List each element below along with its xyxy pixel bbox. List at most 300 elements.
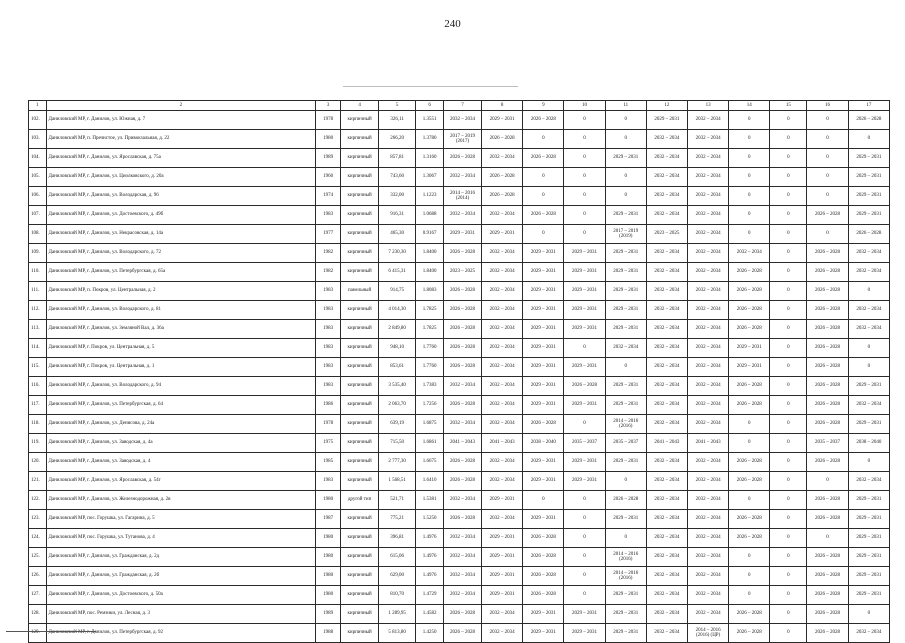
table-cell: 2026 – 2028 xyxy=(807,282,848,301)
table-cell: 2032 – 2034 xyxy=(482,510,523,529)
table-cell: 0 xyxy=(770,567,807,586)
column-header: 3 xyxy=(316,101,341,111)
table-cell: 2017 – 2019 (2019) xyxy=(605,225,646,244)
table-cell: 2029 – 2031 xyxy=(523,358,564,377)
table-cell: 2029 – 2031 xyxy=(482,225,523,244)
table-cell: 914,75 xyxy=(379,282,416,301)
table-cell: 2026 – 2028 xyxy=(729,453,770,472)
table-cell: кирпичный xyxy=(341,624,379,643)
table-cell: 2032 – 2034 xyxy=(482,624,523,643)
table-cell: 1 289,95 xyxy=(379,605,416,624)
table-cell: 0 xyxy=(729,187,770,206)
table-cell: 1980 xyxy=(316,529,341,548)
table-cell: 1.4582 xyxy=(416,605,444,624)
table-cell: 0 xyxy=(770,605,807,624)
table-cell: 2026 – 2028 xyxy=(443,358,481,377)
table-row xyxy=(29,111,890,130)
table-cell: 2032 – 2034 xyxy=(482,377,523,396)
separator-line xyxy=(343,86,518,87)
table-cell: 2032 – 2034 xyxy=(605,339,646,358)
table-row xyxy=(29,168,890,187)
table-cell: 1.6410 xyxy=(416,472,444,491)
table-cell: кирпичный xyxy=(341,244,379,263)
table-cell: 0 xyxy=(605,168,646,187)
table-cell: 2026 – 2028 xyxy=(807,396,848,415)
table-cell: 5 813,80 xyxy=(379,624,416,643)
table-cell: 2026 – 2028 xyxy=(729,377,770,396)
table-row xyxy=(29,548,890,567)
table-cell: 2029 – 2031 xyxy=(848,586,889,605)
address-cell: Даниловский МР, пос. Горушка, ул. Гагарина, д. 5 xyxy=(46,510,316,529)
row-number-cell: 112. xyxy=(29,301,47,320)
table-cell: 1.7825 xyxy=(416,301,444,320)
row-number-cell: 120. xyxy=(29,453,47,472)
table-cell: 2032 – 2034 xyxy=(646,548,687,567)
table-cell: 2032 – 2034 xyxy=(646,244,687,263)
table-cell: 0 xyxy=(770,358,807,377)
table-cell: 2029 – 2031 xyxy=(848,206,889,225)
table-cell: 1.7760 xyxy=(416,339,444,358)
table-cell: 0 xyxy=(770,529,807,548)
table-cell: 1983 xyxy=(316,472,341,491)
table-cell: 0 xyxy=(729,206,770,225)
table-cell: 2029 – 2031 xyxy=(523,510,564,529)
table-cell: 0 xyxy=(770,339,807,358)
table-cell: 0 xyxy=(564,339,605,358)
table-cell: 2029 – 2031 xyxy=(605,377,646,396)
table-cell: 2032 – 2034 xyxy=(646,472,687,491)
address-cell: Даниловский МР, г. Данилов, ул. Заводская, д. 4а xyxy=(46,434,316,453)
table-cell: 2032 – 2034 xyxy=(646,206,687,225)
table-cell: 2038 – 2040 xyxy=(848,434,889,453)
table-cell: 0 xyxy=(605,187,646,206)
table-cell: 2032 – 2034 xyxy=(688,586,729,605)
table-cell: кирпичный xyxy=(341,453,379,472)
table-row xyxy=(29,529,890,548)
table-cell: кирпичный xyxy=(341,567,379,586)
table-cell: 0 xyxy=(564,111,605,130)
table-cell: 2032 – 2034 xyxy=(482,263,523,282)
table-cell: 2029 – 2031 xyxy=(523,605,564,624)
table-cell: 0 xyxy=(729,225,770,244)
table-cell: 2029 – 2031 xyxy=(564,263,605,282)
table-cell: 2032 – 2034 xyxy=(646,605,687,624)
table-cell: 0 xyxy=(807,111,848,130)
address-cell: Даниловский МР, г. Данилов, ул. Некрасовская, д. 14а xyxy=(46,225,316,244)
table-cell: 2029 – 2031 xyxy=(523,320,564,339)
table-cell: 2026 – 2028 xyxy=(807,567,848,586)
row-number-cell: 114. xyxy=(29,339,47,358)
table-cell: 853,61 xyxy=(379,358,416,377)
table-cell: 2032 – 2034 xyxy=(443,415,481,434)
table-cell: 0 xyxy=(770,434,807,453)
table-cell: 2032 – 2034 xyxy=(848,320,889,339)
table-cell: 2026 – 2028 xyxy=(807,320,848,339)
table-cell: 2032 – 2034 xyxy=(848,396,889,415)
table-cell: 2041 – 2043 xyxy=(646,434,687,453)
table-cell: 2032 – 2034 xyxy=(688,510,729,529)
address-cell: Даниловский МР, г. Покров, ул. Центральная, д. 5 xyxy=(46,339,316,358)
table-cell: 2032 – 2034 xyxy=(688,472,729,491)
table-cell: 2029 – 2031 xyxy=(482,586,523,605)
table-cell: кирпичный xyxy=(341,130,379,149)
table-cell: 2032 – 2034 xyxy=(688,149,729,168)
table-cell: 948,10 xyxy=(379,339,416,358)
table-row xyxy=(29,130,890,149)
table-cell: 0 xyxy=(564,187,605,206)
table-cell: 2029 – 2031 xyxy=(605,244,646,263)
table-cell: 0 xyxy=(729,168,770,187)
table-cell: 0 xyxy=(770,206,807,225)
table-cell: 743,60 xyxy=(379,168,416,187)
row-number-cell: 108. xyxy=(29,225,47,244)
table-cell: 2032 – 2034 xyxy=(848,301,889,320)
table-cell: 2029 – 2031 xyxy=(523,301,564,320)
table-cell: 2032 – 2034 xyxy=(848,263,889,282)
table-cell: 0 xyxy=(605,472,646,491)
table-cell: 2014 – 2016 (2014) xyxy=(443,187,481,206)
table-cell: 2026 – 2028 xyxy=(443,301,481,320)
table-cell: 2029 – 2031 xyxy=(605,263,646,282)
table-cell: 2029 – 2031 xyxy=(605,282,646,301)
table-cell: 1.7825 xyxy=(416,320,444,339)
table-cell: 2032 – 2034 xyxy=(688,225,729,244)
table-cell: 2029 – 2031 xyxy=(564,244,605,263)
table-cell: 2032 – 2034 xyxy=(482,339,523,358)
table-cell: 1.6861 xyxy=(416,434,444,453)
table-body xyxy=(29,111,890,643)
table-row xyxy=(29,149,890,168)
table-cell: 1.0688 xyxy=(416,206,444,225)
table-cell: 2032 – 2034 xyxy=(443,491,481,510)
table-cell: 2032 – 2034 xyxy=(646,130,687,149)
table-cell: 0 xyxy=(770,263,807,282)
table-cell: 2026 – 2028 xyxy=(729,263,770,282)
table-cell: 2026 – 2028 xyxy=(807,624,848,643)
table-cell: 2029 – 2031 xyxy=(564,396,605,415)
table-cell: 2026 – 2028 xyxy=(729,396,770,415)
table-row xyxy=(29,453,890,472)
table-cell: 2029 – 2031 xyxy=(848,168,889,187)
table-cell: 0 xyxy=(564,548,605,567)
table-header xyxy=(29,101,890,111)
table-row xyxy=(29,415,890,434)
table-cell: 1.7383 xyxy=(416,377,444,396)
table-cell: 2029 – 2031 xyxy=(605,605,646,624)
table-cell: 2041 – 2043 xyxy=(482,434,523,453)
table-cell: 0 xyxy=(729,415,770,434)
table-cell: 0 xyxy=(848,453,889,472)
table-cell: 2032 – 2034 xyxy=(443,567,481,586)
table-cell: 2032 – 2034 xyxy=(646,396,687,415)
table-cell: 2023 – 2025 xyxy=(646,225,687,244)
page-number: 240 xyxy=(444,18,461,30)
table-cell: 0 xyxy=(770,282,807,301)
column-number-row xyxy=(29,101,890,111)
table-cell: 0 xyxy=(564,586,605,605)
table-cell: 0 xyxy=(770,586,807,605)
table-cell: 1983 xyxy=(316,377,341,396)
table-cell: 1983 xyxy=(316,282,341,301)
table-cell: 2029 – 2031 xyxy=(848,377,889,396)
table-cell: 1960 xyxy=(316,168,341,187)
table-cell: 0 xyxy=(770,168,807,187)
table-cell: 2029 – 2031 xyxy=(443,225,481,244)
table-cell: 2026 – 2028 xyxy=(729,472,770,491)
address-cell: Даниловский МР, г. Данилов, ул. Денисова, д. 24а xyxy=(46,415,316,434)
table-cell: панельный xyxy=(341,282,379,301)
table-cell: 2032 – 2034 xyxy=(646,263,687,282)
row-number-cell: 111. xyxy=(29,282,47,301)
table-cell: 2029 – 2031 xyxy=(605,510,646,529)
row-number-cell: 109. xyxy=(29,244,47,263)
table-cell: 2029 – 2031 xyxy=(605,396,646,415)
address-cell: Даниловский МР, г. Данилов, ул. Ярославская, д. 75а xyxy=(46,149,316,168)
table-cell: 2038 – 2040 xyxy=(523,434,564,453)
table-cell: 2026 – 2028 xyxy=(807,301,848,320)
table-cell: кирпичный xyxy=(341,396,379,415)
column-header: 11 xyxy=(605,101,646,111)
table-cell: 2032 – 2034 xyxy=(482,244,523,263)
table-cell: 0 xyxy=(729,491,770,510)
table-row xyxy=(29,510,890,529)
row-number-cell: 121. xyxy=(29,472,47,491)
table-cell: 2032 – 2034 xyxy=(646,282,687,301)
table-cell: 2026 – 2028 xyxy=(729,510,770,529)
table-cell: 2032 – 2034 xyxy=(482,301,523,320)
table-cell: 1.8400 xyxy=(416,244,444,263)
table-cell: 1988 xyxy=(316,624,341,643)
table-row xyxy=(29,187,890,206)
table-cell: 0 xyxy=(605,529,646,548)
table-row xyxy=(29,491,890,510)
table-cell: 2032 – 2034 xyxy=(443,111,481,130)
table-cell: 2026 – 2028 xyxy=(443,510,481,529)
table-cell: 0 xyxy=(807,529,848,548)
table-cell: 2032 – 2034 xyxy=(688,301,729,320)
table-cell: 1975 xyxy=(316,434,341,453)
table-cell: 2029 – 2031 xyxy=(605,320,646,339)
table-cell: 1.6675 xyxy=(416,453,444,472)
table-cell: 2029 – 2031 xyxy=(523,624,564,643)
table-cell: 2029 – 2031 xyxy=(564,624,605,643)
table-cell: 2026 – 2028 xyxy=(807,548,848,567)
table-cell: 2029 – 2031 xyxy=(564,358,605,377)
address-cell: Даниловский МР, г. Данилов, ул. Володарская, д. 96 xyxy=(46,187,316,206)
table-cell: 1.4976 xyxy=(416,529,444,548)
housing-repair-table xyxy=(28,100,890,643)
table-cell: 2029 – 2031 xyxy=(523,453,564,472)
table-cell: 2026 – 2028 xyxy=(482,130,523,149)
table-cell: 2029 – 2031 xyxy=(605,149,646,168)
table-cell: 2029 – 2031 xyxy=(564,472,605,491)
table-cell: кирпичный xyxy=(341,434,379,453)
table-cell: 1.3160 xyxy=(416,149,444,168)
table-cell: 2032 – 2034 xyxy=(443,586,481,605)
table-cell: 2032 – 2034 xyxy=(646,339,687,358)
table-cell: 2029 – 2031 xyxy=(523,282,564,301)
table-cell: 2023 – 2025 xyxy=(443,263,481,282)
table-cell: 2032 – 2034 xyxy=(688,168,729,187)
table-cell: 2026 – 2028 xyxy=(523,206,564,225)
table-cell: 0 xyxy=(729,434,770,453)
address-cell: Даниловский МР, г. Данилов, ул. Володарского, д. 94 xyxy=(46,377,316,396)
table-cell: 2026 – 2028 xyxy=(523,567,564,586)
table-cell: 0 xyxy=(564,130,605,149)
table-cell: 2032 – 2034 xyxy=(688,605,729,624)
footnote-rule xyxy=(6,631,96,632)
table-cell: 1985 xyxy=(316,453,341,472)
table-cell: 0 xyxy=(605,130,646,149)
row-number-cell: 125. xyxy=(29,548,47,567)
table-cell: 1983 xyxy=(316,358,341,377)
table-cell: 1978 xyxy=(316,415,341,434)
table-cell: кирпичный xyxy=(341,263,379,282)
table-cell: 1.3780 xyxy=(416,130,444,149)
table-cell: 0 xyxy=(564,168,605,187)
table-cell: 2032 – 2034 xyxy=(688,320,729,339)
row-number-cell: 102. xyxy=(29,111,47,130)
table-cell: 0 xyxy=(848,130,889,149)
table-cell: 2029 – 2031 xyxy=(605,453,646,472)
table-cell: 0 xyxy=(523,168,564,187)
table-cell: 0 xyxy=(770,548,807,567)
table-cell: 0 xyxy=(523,130,564,149)
table-cell: 2017 – 2019 (2017) xyxy=(443,130,481,149)
table-cell: другой тип xyxy=(341,491,379,510)
table-cell: 2029 – 2031 xyxy=(482,567,523,586)
table-cell: 0 xyxy=(770,225,807,244)
column-header: 13 xyxy=(688,101,729,111)
table-cell: 1.4250 xyxy=(416,624,444,643)
table-cell: 0 xyxy=(564,567,605,586)
table-cell: 2035 – 2037 xyxy=(605,434,646,453)
table-cell: 2029 – 2031 xyxy=(848,529,889,548)
table-cell: 1 568,51 xyxy=(379,472,416,491)
table-cell: 2032 – 2034 xyxy=(646,567,687,586)
column-header: 2 xyxy=(46,101,316,111)
table-cell: 2026 – 2028 xyxy=(807,263,848,282)
table-cell: 2032 – 2034 xyxy=(482,282,523,301)
table-cell: кирпичный xyxy=(341,149,379,168)
column-header: 12 xyxy=(646,101,687,111)
table-cell: кирпичный xyxy=(341,358,379,377)
table-cell: 2026 – 2028 xyxy=(807,358,848,377)
table-cell: 2026 – 2028 xyxy=(807,586,848,605)
table-cell: 629,00 xyxy=(379,567,416,586)
table-cell: 2 849,80 xyxy=(379,320,416,339)
column-header: 1 xyxy=(29,101,47,111)
row-number-cell: 110. xyxy=(29,263,47,282)
table-cell: 2032 – 2034 xyxy=(646,149,687,168)
table-cell: 3 535,40 xyxy=(379,377,416,396)
table-cell: 1977 xyxy=(316,225,341,244)
address-cell: Даниловский МР, г. Данилов, ул. Южная, д. 7 xyxy=(46,111,316,130)
table-cell: 0 xyxy=(770,320,807,339)
table-cell: 2032 – 2034 xyxy=(482,396,523,415)
table-cell: 2026 – 2028 xyxy=(848,225,889,244)
table-cell: 1974 xyxy=(316,187,341,206)
table-cell: 2029 – 2031 xyxy=(523,339,564,358)
table-cell: 1980 xyxy=(316,491,341,510)
table-cell: 0 xyxy=(523,491,564,510)
table-cell: 2029 – 2031 xyxy=(848,510,889,529)
table-cell: кирпичный xyxy=(341,339,379,358)
table-cell: 0 xyxy=(770,111,807,130)
address-cell: Даниловский МР, г. Данилов, ул. Достоевского, д. 49б xyxy=(46,206,316,225)
table-cell: 1.5381 xyxy=(416,491,444,510)
address-cell: Даниловский МР, г. Данилов, ул. Гражданская, д. 2д xyxy=(46,548,316,567)
table-row xyxy=(29,567,890,586)
table-cell: 2026 – 2028 xyxy=(807,453,848,472)
table-cell: 2029 – 2031 xyxy=(564,453,605,472)
table-cell: 1983 xyxy=(316,301,341,320)
table-cell: 2032 – 2034 xyxy=(646,529,687,548)
table-cell: 2014 – 2016 (2016) xyxy=(605,548,646,567)
table-cell: 6 415,31 xyxy=(379,263,416,282)
table-cell: 2029 – 2031 xyxy=(605,206,646,225)
table-cell: 0 xyxy=(848,282,889,301)
table-cell: 1.4729 xyxy=(416,586,444,605)
table-cell: 0 xyxy=(605,358,646,377)
table-cell: кирпичный xyxy=(341,225,379,244)
table-cell: 521,71 xyxy=(379,491,416,510)
table-cell: 857,81 xyxy=(379,149,416,168)
column-header: 8 xyxy=(482,101,523,111)
table-cell: 2026 – 2028 xyxy=(482,187,523,206)
table-cell: 2029 – 2031 xyxy=(564,605,605,624)
table-cell: 1.4976 xyxy=(416,548,444,567)
table-cell: 2026 – 2028 xyxy=(807,510,848,529)
table-cell: 0 xyxy=(770,130,807,149)
table-cell: 2032 – 2034 xyxy=(646,510,687,529)
table-cell: 0 xyxy=(848,339,889,358)
table-cell: 2032 – 2034 xyxy=(646,377,687,396)
table-cell: 2026 – 2028 xyxy=(443,149,481,168)
table-cell: 1987 xyxy=(316,510,341,529)
table-cell: 2029 – 2031 xyxy=(729,339,770,358)
address-cell: Даниловский МР, г. Данилов, ул. Достоевского, д. 50а xyxy=(46,586,316,605)
table-cell: 0 xyxy=(729,548,770,567)
table-cell: 0 xyxy=(770,301,807,320)
row-number-cell: 123. xyxy=(29,510,47,529)
table-cell: 2026 – 2028 xyxy=(729,624,770,643)
table-cell: 2029 – 2031 xyxy=(523,377,564,396)
table-cell: 0 xyxy=(807,149,848,168)
table-cell: 2032 – 2034 xyxy=(688,377,729,396)
table-cell: 1.3067 xyxy=(416,168,444,187)
table-cell: 2032 – 2034 xyxy=(443,529,481,548)
table-cell: 4 014,30 xyxy=(379,301,416,320)
table-cell: 2026 – 2028 xyxy=(523,548,564,567)
table-cell: 2032 – 2034 xyxy=(688,187,729,206)
table-cell: 2029 – 2031 xyxy=(605,624,646,643)
table-cell: 0 xyxy=(770,510,807,529)
table-cell: 0 xyxy=(770,396,807,415)
table-cell: 2026 – 2028 xyxy=(523,586,564,605)
table-cell: 2032 – 2034 xyxy=(688,263,729,282)
address-cell: Даниловский МР, п. Пречистое, ул. Привокзальная, д. 22 xyxy=(46,130,316,149)
table-cell: 1.5250 xyxy=(416,510,444,529)
table-cell: кирпичный xyxy=(341,605,379,624)
table-cell: 2029 – 2031 xyxy=(564,282,605,301)
table-cell: 1.7760 xyxy=(416,358,444,377)
table-cell: 0 xyxy=(564,491,605,510)
row-number-cell: 128. xyxy=(29,605,47,624)
table-cell: 2032 – 2034 xyxy=(729,244,770,263)
table-cell: 2026 – 2028 xyxy=(729,301,770,320)
table-cell: 0 xyxy=(729,586,770,605)
